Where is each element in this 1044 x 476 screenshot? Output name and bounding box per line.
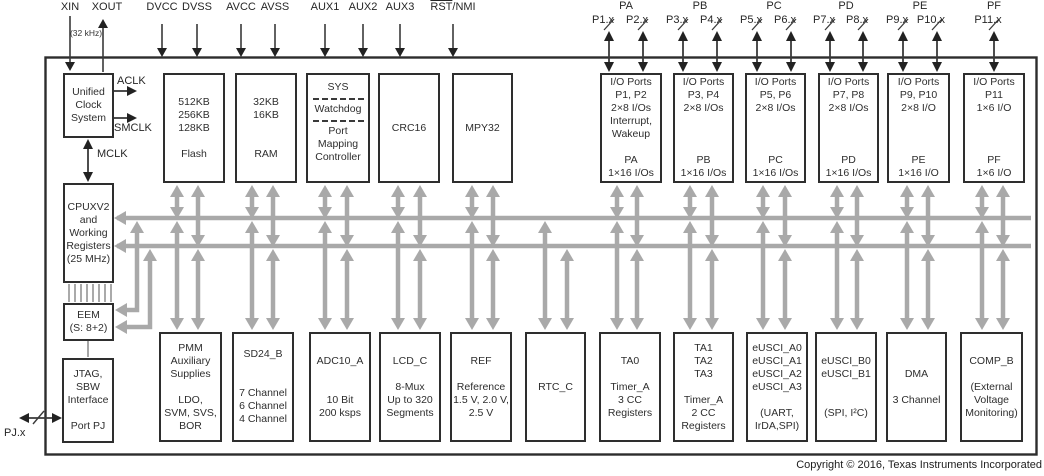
block-io910 (887, 73, 950, 183)
block-eem-line: (S: 8+2) (69, 322, 108, 334)
copyright-note: Copyright © 2016, Texas Instruments Incorporated (796, 459, 1042, 471)
block-ta123-line: Timer_A (683, 393, 724, 406)
rst-overline: $\overline{RST}$ (430, 1, 453, 13)
block-ta0-line: TA0 (620, 354, 640, 367)
xout-pin-label: XOUT (91, 1, 123, 13)
block-io12-line: 2×8 I/Os (611, 102, 651, 114)
block-crc-line: CRC16 (391, 121, 427, 134)
port-pin-label-P11x: P11.x (974, 14, 1002, 26)
pin-label-AUX2: AUX2 (348, 1, 378, 13)
block-io12-line: Interrupt, (609, 115, 653, 127)
pin-label-AUX1: AUX1 (310, 1, 340, 13)
block-pmm-line: Auxiliary (170, 354, 211, 367)
block-eusciA (746, 332, 808, 442)
block-sys-line: Mapping (317, 138, 359, 150)
port-group-label-PF: PF (986, 0, 1002, 12)
block-cpu-line: Registers (66, 239, 111, 252)
block-io11-line: 1×6 I/O (976, 167, 1012, 179)
mclk-label: MCLK (97, 148, 128, 160)
block-adc10-line: 10 Bit (326, 393, 354, 406)
block-ram (235, 73, 297, 183)
port-pin-label-P1x: P1.x (591, 14, 615, 26)
block-io34-line: 1×16 I/Os (680, 167, 727, 179)
block-io12-line: 1×16 I/Os (608, 167, 654, 179)
block-io56-line: PC (768, 154, 783, 166)
block-ref-line: 1.5 V, 2.0 V, (453, 393, 509, 406)
xin-pin-label: XIN (60, 1, 80, 13)
block-eusciB (815, 332, 877, 442)
block-io11-line: 1×6 I/O (976, 102, 1012, 114)
block-io56-line: 1×16 I/Os (752, 167, 799, 179)
block-io78 (818, 73, 879, 183)
block-io56 (745, 73, 806, 183)
block-ram-line: 32KB (253, 95, 279, 108)
aclk-label: ACLK (117, 75, 146, 87)
block-ta123 (673, 332, 734, 442)
block-dma (886, 332, 947, 442)
block-rtc-line: RTC_C (538, 380, 573, 393)
block-jtag-line: Interface (67, 394, 109, 406)
block-sd24-line: SD24_B (243, 348, 283, 360)
block-pmm-line: PMM (178, 341, 203, 354)
pin-label-RSTNMI (430, 1, 475, 14)
block-jtag (62, 358, 114, 443)
block-io12 (600, 73, 662, 183)
block-ram-line: RAM (254, 147, 278, 160)
pin-label-AVSS: AVSS (260, 1, 290, 13)
block-io910-line: PE (911, 154, 926, 166)
port-pin-label-P5x: P5.x (739, 14, 763, 26)
block-io78-line: I/O Ports (827, 76, 870, 88)
block-eusciB-line: eUSCI_B0 (821, 354, 871, 367)
port-pin-label-P3x: P3.x (665, 14, 689, 26)
dashed-divider (313, 98, 364, 100)
block-compb-line: COMP_B (969, 354, 1014, 367)
port-pin-label-P7x: P7.x (812, 14, 836, 26)
xtal-freq-label: (32 kHz) (69, 28, 103, 38)
block-ta0-line: 3 CC (618, 393, 642, 406)
block-io11-line: P11 (985, 89, 1003, 101)
block-rtc (525, 332, 586, 442)
port-group-label-PB: PB (692, 0, 708, 12)
block-cpu-line: (25 MHz) (66, 252, 111, 265)
block-io34-line: I/O Ports (682, 76, 725, 88)
port-pin-label-P10x: P10.x (916, 14, 946, 26)
block-sd24 (232, 332, 294, 442)
block-compb-line: (External (970, 380, 1013, 393)
block-io34-line: 2×8 I/Os (683, 102, 724, 114)
block-sys-line: SYS (327, 81, 349, 93)
block-cpu-line: CPUXV2 (67, 200, 110, 213)
port-pin-label-P6x: P6.x (773, 14, 797, 26)
block-compb (960, 332, 1023, 442)
block-ta123-line: Registers (681, 419, 726, 432)
block-eem-line: EEM (77, 309, 100, 321)
port-pin-label-P2x: P2.x (625, 14, 649, 26)
block-sys-line: Watchdog (314, 103, 362, 115)
block-io78-line: PD (841, 154, 856, 166)
block-ref (450, 332, 512, 442)
pin-label-AVCC: AVCC (226, 1, 256, 13)
block-io910-line: I/O Ports (897, 76, 940, 88)
block-io78-line: 1×16 I/Os (825, 167, 872, 179)
block-adc10-line: 200 ksps (318, 406, 362, 419)
block-eusciA-line: IrDA,SPI) (754, 419, 800, 432)
block-sd24-line: 6 Channel (239, 400, 287, 412)
block-io56-line: I/O Ports (754, 76, 797, 88)
block-lcdc-line: Up to 320 (387, 393, 433, 406)
nmi-part: /NMI (452, 1, 476, 13)
block-ta123-line: TA2 (694, 354, 713, 367)
block-eusciA-line: eUSCI_A3 (752, 380, 802, 393)
pin-label-DVCC: DVCC (146, 1, 178, 13)
block-jtag-line: JTAG, (73, 368, 103, 380)
pin-label-DVSS: DVSS (182, 1, 212, 13)
block-pmm-line: Supplies (170, 367, 211, 380)
pj-pin-label: PJ.x (4, 427, 26, 439)
block-adc10 (309, 332, 371, 442)
block-pmm-line: BOR (179, 419, 202, 432)
port-pin-label-P4x: P4.x (699, 14, 723, 26)
port-group-label-PC: PC (766, 0, 782, 12)
block-mpy (452, 73, 513, 183)
block-flash (163, 73, 225, 183)
block-cpu-line: and (79, 213, 98, 226)
block-mpy-line: MPY32 (465, 121, 500, 134)
block-clock (63, 73, 114, 138)
block-ta123-line: 2 CC (691, 406, 716, 419)
block-pmm-line: SVM, SVS, (164, 406, 217, 419)
block-io34-line: PB (696, 154, 711, 166)
block-ram-line: 16KB (253, 108, 279, 121)
block-sys-line: Controller (315, 151, 361, 163)
block-io12-line: Wakeup (611, 128, 651, 140)
block-clock-line: Unified (72, 86, 105, 98)
block-compb-line: Voltage (973, 393, 1010, 406)
block-eem (63, 303, 114, 341)
block-io910-line: 1×16 I/O (898, 167, 939, 179)
dashed-divider (313, 120, 364, 122)
block-eusciA-line: eUSCI_A0 (752, 341, 802, 354)
block-io56-line: 2×8 I/Os (755, 102, 796, 114)
block-eusciA-line: eUSCI_A1 (752, 354, 802, 367)
pin-label-AUX3: AUX3 (385, 1, 415, 13)
block-sd24-line: 7 Channel (239, 387, 287, 399)
port-pin-label-P9x: P9.x (885, 14, 909, 26)
block-lcdc-line: 8-Mux (395, 380, 425, 393)
block-ref-line: REF (470, 354, 492, 367)
block-lcdc (379, 332, 441, 442)
block-io11-line: PF (987, 154, 1001, 166)
block-eusciA-line: (UART, (760, 406, 794, 419)
block-ref-line: 2.5 V (468, 406, 494, 419)
port-pin-label-P8x: P8.x (845, 14, 869, 26)
block-flash-line: 128KB (178, 121, 210, 134)
block-clock-line: System (70, 112, 106, 124)
block-ref-line: Reference (456, 380, 506, 393)
block-crc (378, 73, 440, 183)
block-io12-line: I/O Ports (610, 76, 652, 88)
block-dma-line: DMA (904, 367, 929, 380)
block-jtag-line: SBW (76, 381, 100, 393)
block-io34-line: P3, P4 (687, 89, 720, 101)
block-eusciB-line: (SPI, I²C) (824, 406, 868, 419)
block-ta123-line: TA1 (694, 341, 713, 354)
smclk-label: SMCLK (114, 122, 152, 134)
block-ta123-line: TA3 (694, 367, 713, 380)
block-io12-line: P1, P2 (615, 89, 647, 101)
block-jtag-line: Port PJ (70, 420, 106, 432)
port-group-label-PE: PE (912, 0, 928, 12)
block-flash-line: Flash (181, 147, 207, 160)
block-dma-line: 3 Channel (892, 393, 941, 406)
block-adc10-line: ADC10_A (316, 354, 364, 367)
block-pmm (159, 332, 222, 442)
block-ta0-line: Timer_A (610, 380, 650, 393)
block-eusciB-line: eUSCI_B1 (821, 367, 871, 380)
block-io910-line: 2×8 I/O (901, 102, 936, 114)
block-io910-line: P9, P10 (899, 89, 938, 101)
port-group-label-PA: PA (619, 0, 633, 12)
block-clock-line: Clock (75, 99, 102, 111)
block-cpu (63, 183, 114, 283)
block-sys (306, 73, 370, 183)
block-io12-line: PA (624, 154, 638, 166)
block-lcdc-line: LCD_C (392, 354, 428, 367)
block-eusciA-line: eUSCI_A2 (752, 367, 802, 380)
block-ta0-line: Registers (607, 406, 653, 419)
block-io78-line: 2×8 I/Os (828, 102, 869, 114)
block-flash-line: 256KB (178, 108, 210, 121)
block-io11 (963, 73, 1025, 183)
block-io11-line: I/O Ports (973, 76, 1015, 88)
block-flash-line: 512KB (178, 95, 210, 108)
block-ta0 (599, 332, 661, 442)
block-sys-line: Port (328, 125, 348, 137)
block-pmm-line: LDO, (178, 393, 203, 406)
block-lcdc-line: Segments (386, 406, 434, 419)
block-io78-line: P7, P8 (832, 89, 865, 101)
block-io56-line: P5, P6 (759, 89, 792, 101)
block-io34 (673, 73, 734, 183)
block-compb-line: Monitoring) (965, 406, 1018, 419)
port-group-label-PD: PD (838, 0, 854, 12)
block-cpu-line: Working (69, 226, 108, 239)
block-sd24-line: 4 Channel (239, 413, 287, 425)
